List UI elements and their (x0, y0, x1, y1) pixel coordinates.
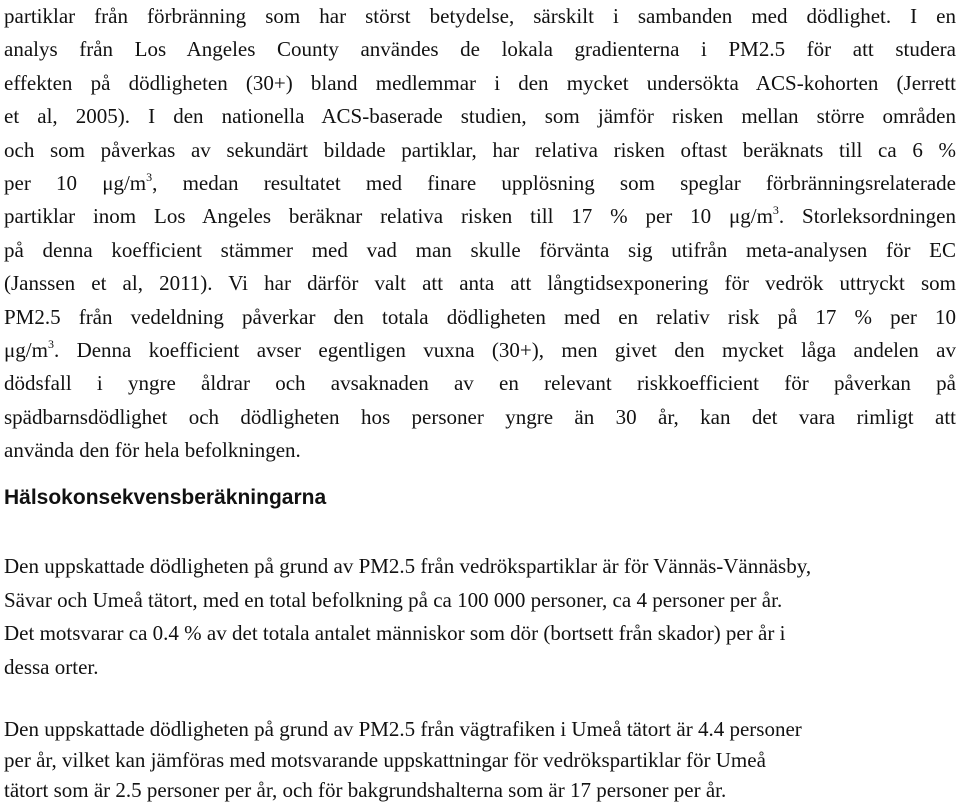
text-line: dödsfall i yngre åldrar och avsaknaden av en relevant riskkoefficient för påverkan på (4, 371, 956, 396)
text-line: (Janssen et al, 2011). Vi har därför valt att anta att långtidsexponering för vedrök uttryckt som (4, 271, 956, 296)
text-line: använda den för hela befolkningen. (4, 438, 301, 463)
text-line: analys från Los Angeles County användes de lokala gradienterna i PM2.5 för att studera (4, 37, 956, 62)
text-line-with-superscript (4, 334, 956, 367)
text-line-with-superscript (4, 167, 956, 200)
text-line: PM2.5 från vedeldning påverkar den totala dödligheten med en relativ risk på 17 % per 10 (4, 304, 956, 329)
paragraph-woodsmoke-mortality (4, 550, 944, 684)
text-fragment: μg/m (4, 338, 48, 363)
paragraph-traffic-mortality (4, 714, 944, 806)
text-line-with-superscript (4, 200, 956, 233)
text-line: på denna koefficient stämmer med vad man skulle förvänta sig utifrån meta-analysen för EC (4, 237, 956, 262)
text-line: per år, vilket kan jämföras med motsvarande uppskattningar för vedrökspartiklar för Umeå (4, 747, 766, 772)
text-line: effekten på dödligheten (30+) bland medlemmar i den mycket undersökta ACS-kohorten (Jerrett (4, 70, 956, 95)
text-line: spädbarnsdödlighet och dödligheten hos personer yngre än 30 år, kan det vara rimligt att (4, 404, 956, 429)
text-line: tätort som är 2.5 personer per år, och för bakgrundshalterna som är 17 personer per år. (4, 778, 727, 802)
text-line: Den uppskattade dödligheten på grund av PM2.5 från vedrökspartiklar är för Vännäs-Vännäsby, (4, 554, 812, 578)
text-fragment: . Storleksordningen (778, 204, 957, 229)
superscript: 3 (772, 203, 779, 218)
text-fragment: , medan resultatet med finare upplösning som speglar förbränningsrelaterade (152, 171, 956, 196)
text-fragment: partiklar inom Los Angeles beräknar relativa risken till 17 % per 10 μg/m (4, 204, 773, 229)
text-line: Den uppskattade dödligheten på grund av PM2.5 från vägtrafiken i Umeå tätort är 4.4 personer (4, 717, 802, 741)
superscript: 3 (146, 170, 153, 185)
text-line: Sävar och Umeå tätort, med en total befolkning på ca 100 000 personer, ca 4 personer per år. (4, 587, 783, 612)
text-line: dessa orter. (4, 654, 99, 679)
text-line: Det motsvarar ca 0.4 % av det totala antalet människor som dör (bortsett från skador) per år i (4, 621, 786, 645)
text-line: et al, 2005). I den nationella ACS-baserade studien, som jämför risken mellan större områden (4, 104, 956, 129)
text-fragment: per 10 μg/m (4, 171, 147, 196)
section-heading: Hälsokonsekvensberäkningarna (4, 486, 327, 509)
text-fragment: . Denna koefficient avser egentligen vuxna (30+), men givet den mycket låga andelen av (53, 338, 956, 363)
text-line: partiklar från förbränning som har störst betydelse, särskilt i sambanden med dödlighet. I en (4, 4, 956, 28)
superscript: 3 (47, 337, 54, 352)
text-line: och som påverkas av sekundärt bildade partiklar, har relativa risken oftast beräknats till ca 6 % (4, 137, 956, 162)
paragraph-health-effects (4, 0, 956, 468)
